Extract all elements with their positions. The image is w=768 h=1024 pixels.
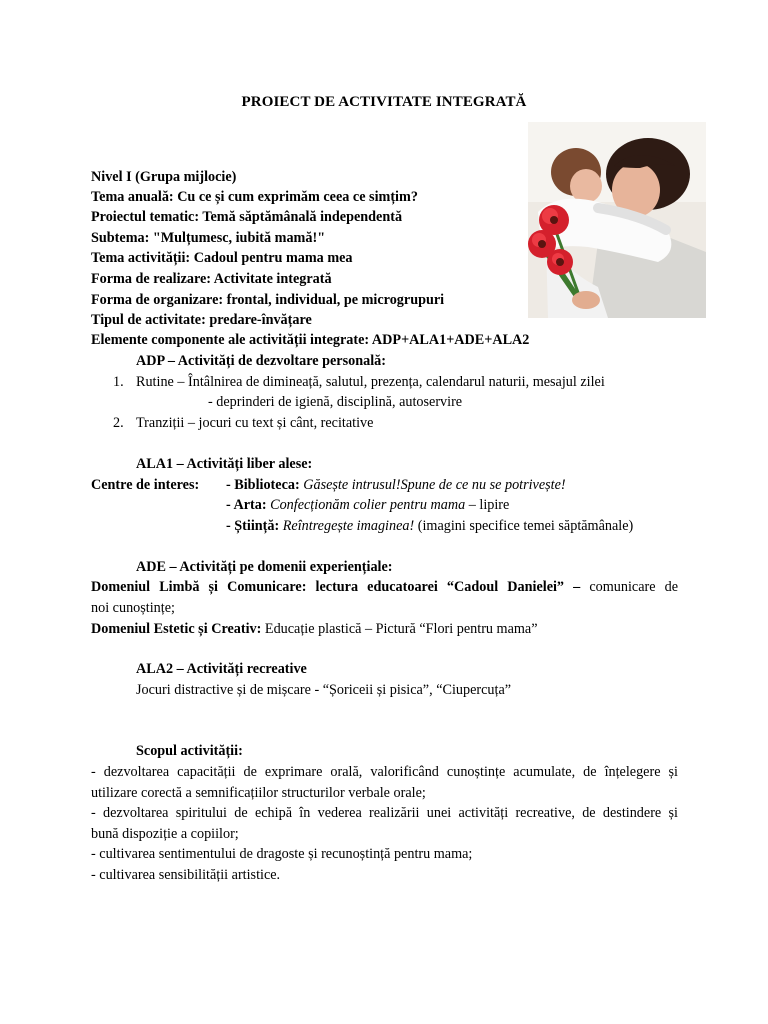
adp-item1-number: 1. [113,374,124,390]
biblioteca-text: Găsește intrusul!Spune de ce nu se potrivește! [303,477,566,493]
arta-tail: – lipire [465,497,510,513]
adp-heading: ADP – Activități de dezvoltare personală: [136,353,386,369]
scop-line-2: utilizare corectă a semnificațiilor structurilor verbale orale; [91,785,426,801]
meta-activity-theme: Tema activității: Cadoul pentru mama mea [91,250,353,266]
ade-estetic-bold: Domeniul Estetic și Creativ: [91,621,262,637]
scop-line-1: - dezvoltarea capacității de exprimare orală, valorificând cunoștințe acumulate, de înțelegere și [91,764,678,780]
meta-thematic-project: Proiectul tematic: Temă săptămânală independentă [91,209,403,225]
scop-line-5: - cultivarea sentimentului de dragoste și recunoștință pentru mama; [91,846,473,862]
ala2-text: Jocuri distractive și de mișcare - “Șoriceii și pisica”, “Ciupercuța” [136,682,512,698]
mother-child-photo [528,122,706,318]
meta-form-organization: Forma de organizare: frontal, individual, pe microgrupuri [91,292,445,308]
adp-item2-number: 2. [113,415,124,431]
adp-item2-text: Tranziții – jocuri cu text și cânt, recitative [136,415,374,431]
scop-line-4: bună dispoziție a copiilor; [91,826,239,842]
ade-limba-line2: noi cunoștințe; [91,600,175,616]
stiinta-tail: (imagini specifice temei săptămânale) [414,518,634,534]
ade-heading: ADE – Activități pe domenii experiențiale: [136,559,393,575]
ade-limba-tail: comunicare de [580,579,678,595]
arta-label: - Arta: [226,497,267,513]
adp-item1-text: Rutine – Întâlnirea de dimineață, salutul, prezența, calendarul naturii, mesajul zilei [136,374,605,390]
ade-estetic-tail: Educație plastică – Pictură “Flori pentru mama” [261,621,538,637]
meta-subtheme: Subtema: "Mulțumesc, iubită mamă!" [91,230,326,246]
ala1-centres-label: Centre de interes: [91,477,200,493]
ala1-biblioteca-line [226,476,566,494]
adp-item1-subtext: - deprinderi de igienă, disciplină, autoservire [208,394,463,410]
ade-limba-line1 [91,578,678,596]
photo-illustration [528,122,706,318]
meta-form-realization: Forma de realizare: Activitate integrată [91,271,332,287]
scop-line-6: - cultivarea sensibilității artistice. [91,867,281,883]
ala1-stiinta-line [226,517,633,535]
ade-limba-bold: Domeniul Limbă și Comunicare: lectura educatoarei “Cadoul Danielei” – [91,579,581,595]
scop-heading: Scopul activității: [136,743,243,759]
meta-activity-type: Tipul de activitate: predare-învățare [91,312,312,328]
stiinta-label: - Știință: [226,518,280,534]
page-title: PROIECT DE ACTIVITATE INTEGRATĂ [241,94,527,110]
meta-components: Elemente componente ale activității integrate: ADP+ALA1+ADE+ALA2 [91,332,530,348]
ala2-heading: ALA2 – Activități recreative [136,661,307,677]
arta-text: Confecționăm colier pentru mama [270,497,466,513]
meta-level: Nivel I (Grupa mijlocie) [91,169,237,185]
stiinta-text: Reîntregește imaginea! [282,518,415,534]
ala1-arta-line [226,496,509,514]
ade-estetic-line [91,620,538,638]
scop-line-3: - dezvoltarea spiritului de echipă în vederea realizării unei activități recreative, de destindere și [91,805,678,821]
meta-annual-theme: Tema anuală: Cu ce și cum exprimăm ceea ce simțim? [91,189,418,205]
ala1-heading: ALA1 – Activități liber alese: [136,456,313,472]
biblioteca-label: - Biblioteca: [226,477,300,493]
